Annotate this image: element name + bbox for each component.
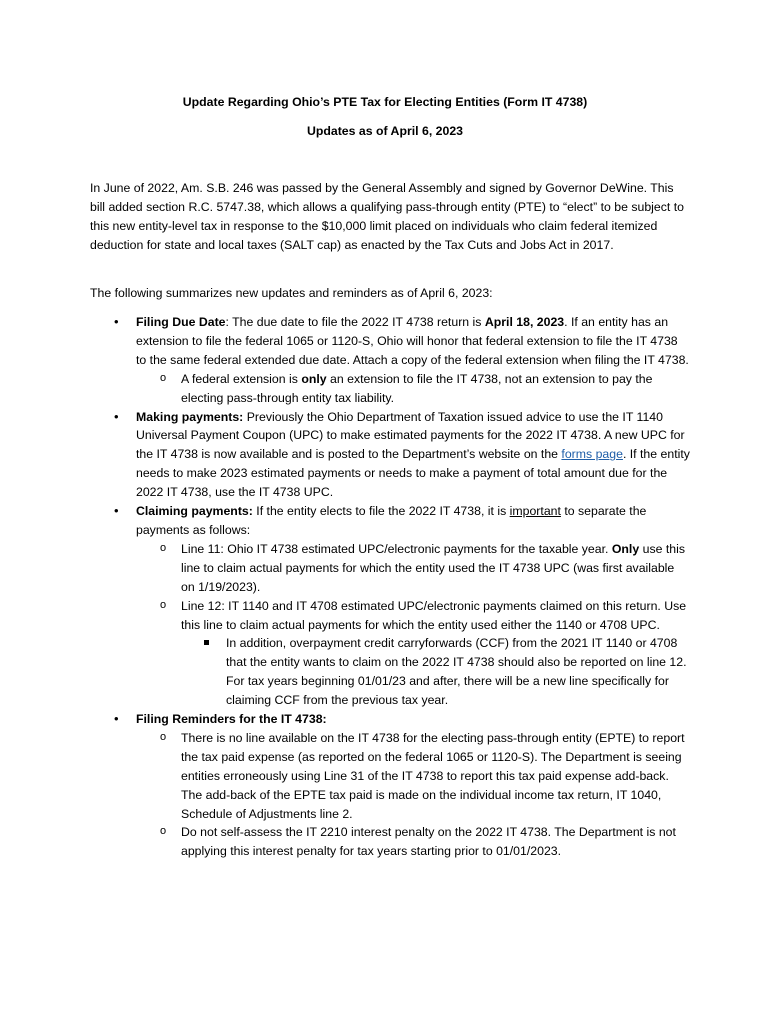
sub-item-line-11 bbox=[136, 540, 690, 597]
filing-due-heading: Filing Due Date bbox=[136, 315, 226, 329]
federal-extension-only: only bbox=[301, 371, 327, 386]
sub-item-it2210-penalty: o Do not self-assess the IT 2210 interest penalty on the 2022 IT 4738. The Department is not applying this interest penalty for tax years starting prior to 01/01/2023. bbox=[136, 823, 690, 861]
filing-reminders-sublist bbox=[136, 729, 690, 861]
list-item-making-payments bbox=[90, 408, 690, 503]
list-item-filing-due-date bbox=[90, 313, 690, 408]
forms-page-link[interactable]: forms page bbox=[561, 447, 623, 462]
sub-item-line-12 bbox=[136, 597, 690, 710]
filing-due-sublist bbox=[136, 370, 690, 408]
sub-sub-item-ccf: In addition, overpayment credit carryforwards (CCF) from the 2021 IT 1140 or 4708 that the entity wants to claim on the 2022 IT 4738 should also be reported on line 12. For tax years beginning 01/01/23 and after, there will be a new line specifically for claiming CCF from the previous tax year. bbox=[181, 634, 690, 710]
document-subtitle: Updates as of April 6, 2023 bbox=[306, 124, 464, 138]
list-item-claiming-payments bbox=[90, 502, 690, 710]
summary-intro: The following summarizes new updates and reminders as of April 6, 2023: bbox=[90, 286, 493, 300]
line12-text: Line 12: IT 1140 and IT 4708 estimated UPC/electronic payments claimed on this return. Use this line to claim actual payments for which the entity used either the 1140 or 4708 UPC. bbox=[181, 598, 687, 632]
line11-text-b: use this line to claim actual payments for which the entity used the IT 4738 UPC (was first available on 1/19/2023). bbox=[181, 541, 685, 594]
federal-extension-text-b: an extension to file the IT 4738, not an extension to pay the electing pass-through entity tax liability. bbox=[181, 371, 653, 405]
filing-due-text-b: . If an entity has an extension to file the federal 1065 or 1120-S, Ohio will honor that federal extension to file the IT 4738 to the same federal extended due date. Attach a copy of the federal extension when filing the IT 4738. bbox=[136, 315, 689, 367]
intro-paragraph: In June of 2022, Am. S.B. 246 was passed by the General Assembly and signed by Governor DeWine. This bill added section R.C. 5747.38, which allows a qualifying pass-through entity (PTE) to “elect” to be subject to this new entity-level tax in response to the $10,000 limit placed on individuals who claim federal itemized deduction for state and local taxes (SALT cap) as enacted by the Tax Cuts and Jobs Act in 2017. bbox=[90, 181, 684, 252]
filing-due-date: April 18, 2023 bbox=[484, 315, 565, 329]
list-item-filing-reminders bbox=[90, 710, 690, 861]
sub-item-epte-expense: o There is no line available on the IT 4738 for the electing pass-through entity (EPTE) to report the tax paid expense (as reported on the federal 1065 or 1120-S). The Department is seeing entities erroneously using Line 31 of the IT 4738 to report this tax paid expense add-back. The add-back of the EPTE tax paid is made on the individual income tax return, IT 1040, Schedule of Adjustments line 2. bbox=[136, 729, 690, 824]
updates-list bbox=[90, 313, 690, 861]
line11-text-a: Line 11: Ohio IT 4738 estimated UPC/electronic payments for the taxable year. bbox=[181, 541, 612, 556]
claiming-payments-sublist bbox=[136, 540, 690, 710]
filing-due-text-a: : The due date to file the 2022 IT 4738 return is bbox=[225, 315, 485, 329]
line-12-sublist bbox=[181, 634, 690, 710]
line11-only: Only bbox=[611, 541, 640, 556]
claiming-payments-text-a: If the entity elects to file the 2022 IT 4738, it is bbox=[252, 504, 510, 519]
claiming-payments-heading: Claiming payments: bbox=[136, 504, 253, 519]
claiming-payments-text-b: to separate the payments as follows: bbox=[136, 504, 647, 537]
filing-reminders-heading: Filing Reminders for the IT 4738: bbox=[136, 712, 327, 727]
making-payments-text-a: Previously the Ohio Department of Taxation issued advice to use the IT 1140 Universal Payment Coupon (UPC) to make estimated payments for the 2022 IT 4738. A new UPC for the IT 4738 is now available and is posted to the Department’s website on the bbox=[136, 409, 685, 462]
sub-item-federal-extension bbox=[136, 370, 690, 408]
federal-extension-text-a: A federal extension is bbox=[181, 371, 302, 386]
important-underlined: important bbox=[509, 504, 561, 519]
document-title: Update Regarding Ohio’s PTE Tax for Electing Entities (Form IT 4738) bbox=[182, 95, 588, 109]
making-payments-heading: Making payments: bbox=[136, 409, 244, 424]
making-payments-text-b: . If the entity needs to make 2023 estimated payments or needs to make a payment of total amount due for the 2022 IT 4738, use the IT 4738 UPC. bbox=[136, 447, 690, 500]
